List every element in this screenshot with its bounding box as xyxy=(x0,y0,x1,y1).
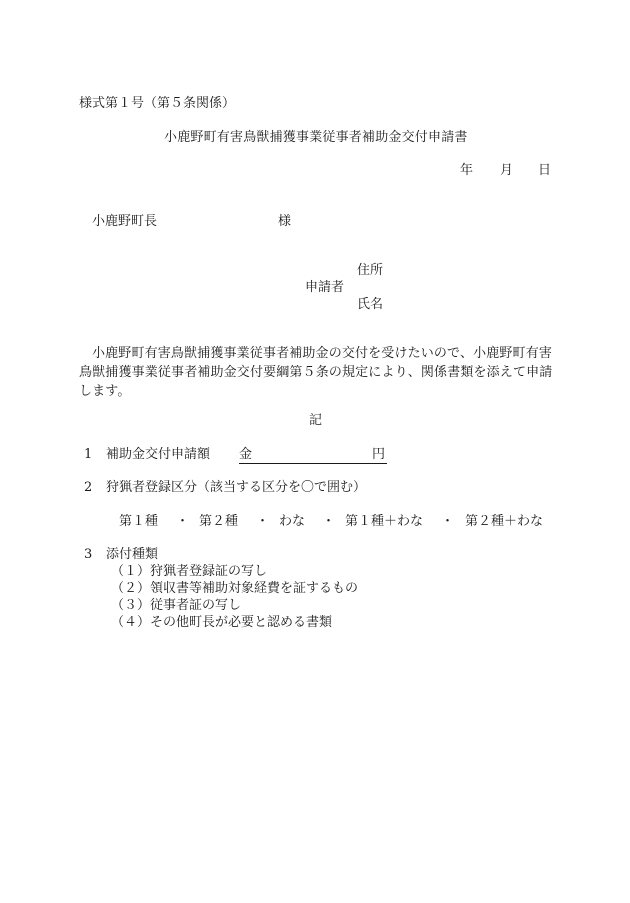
date-year-label: 年 xyxy=(460,163,474,178)
ki-heading: 記 xyxy=(309,413,323,428)
application-body-text: 小鹿野町有害鳥獣捕獲事業従事者補助金の交付を受けたいので、小鹿野町有害鳥獣捕獲事業従事者補助金交付要綱第５条の規定により、関係書類を添えて申請します。 xyxy=(79,346,553,399)
hunter-category-option: わな xyxy=(279,514,306,529)
option-separator: ・ xyxy=(441,514,455,529)
option-separator: ・ xyxy=(176,514,190,529)
attachment-item: （４）その他町長が必要と認める書類 xyxy=(111,615,333,630)
attachment-item: （２）領収書等補助対象経費を証するもの xyxy=(111,581,359,596)
amount-field xyxy=(239,447,387,464)
item-2-number: 2 xyxy=(84,480,93,495)
option-separator: ・ xyxy=(256,514,270,529)
hunter-category-option: 第２種 xyxy=(199,514,239,529)
date-month-label: 月 xyxy=(500,163,514,178)
amount-prefix: 金 xyxy=(239,447,253,462)
hunter-category-option: 第１種＋わな xyxy=(345,514,424,529)
applicant-label: 申請者 xyxy=(305,280,345,295)
item-1-label: 補助金交付申請額 xyxy=(106,447,211,462)
name-label: 氏名 xyxy=(357,297,384,312)
item-3-number: 3 xyxy=(84,547,93,562)
amount-suffix: 円 xyxy=(372,447,386,462)
attachment-item: （１）狩猟者登録証の写し xyxy=(111,564,268,579)
item-3-label: 添付種類 xyxy=(106,547,159,562)
hunter-category-option: 第１種 xyxy=(119,514,159,529)
addressee-name: 小鹿野町長 xyxy=(92,214,158,229)
item-1-number: 1 xyxy=(84,447,93,462)
date-day-label: 日 xyxy=(538,163,552,178)
addressee-honorific: 様 xyxy=(278,214,292,229)
hunter-category-option: 第２種＋わな xyxy=(465,514,544,529)
document-title: 小鹿野町有害鳥獣捕獲事業従事者補助金交付申請書 xyxy=(164,130,468,145)
form-number: 様式第１号（第５条関係） xyxy=(79,96,236,111)
attachment-item: （３）従事者証の写し xyxy=(111,598,242,613)
item-2-label: 狩猟者登録区分（該当する区分を〇で囲む） xyxy=(106,480,367,495)
option-separator: ・ xyxy=(322,514,336,529)
address-label: 住所 xyxy=(357,263,384,278)
